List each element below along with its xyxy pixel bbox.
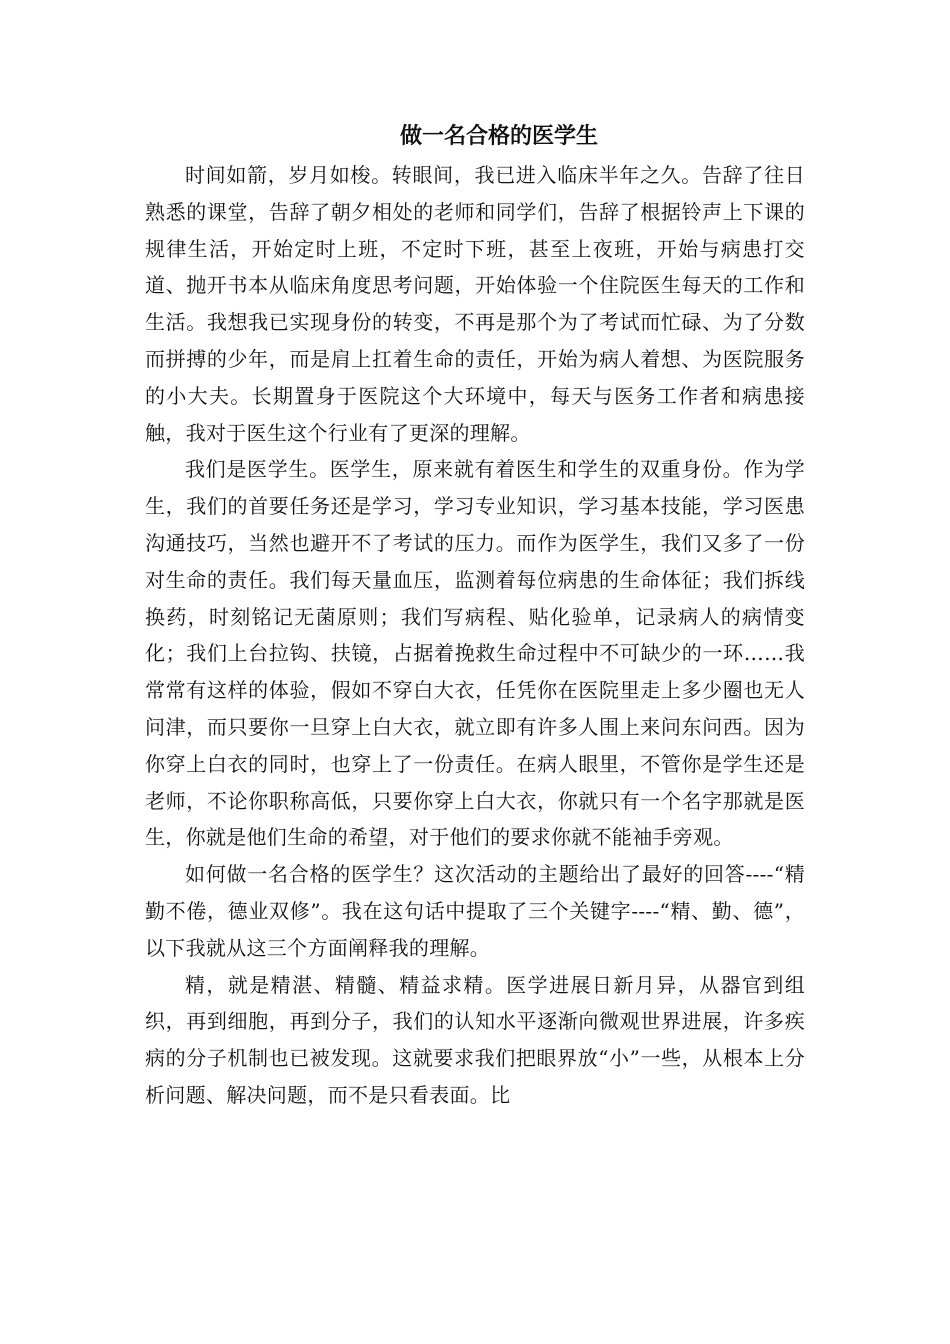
- document-body: [145, 157, 805, 1114]
- paragraph: 精，就是精湛、精髓、精益求精。医学进展日新月异，从器官到组织，再到细胞，再到分子，我们的认知水平逐渐向微观世界进展，许多疾病的分子机制也已被发现。这就要求我们把眼界放“小”一些，从根本上分析问题、解决问题，而不是只看表面。比: [145, 972, 805, 1107]
- paragraph: 如何做一名合格的医学生？这次活动的主题给出了最好的回答----“精勤不倦，德业双修”。我在这句话中提取了三个关键字----“精、勤、德”，以下我就从这三个方面阐释我的理解。: [145, 862, 805, 960]
- document-title: 做一名合格的医学生: [399, 123, 598, 149]
- paragraph: 我们是医学生。医学生，原来就有着医生和学生的双重身份。作为学生，我们的首要任务还是学习，学习专业知识，学习基本技能，学习医患沟通技巧，当然也避开不了考试的压力。而作为医学生，我们又多了一份对生命的责任。我们每天量血压，监测着每位病患的生命体征；我们拆线换药，时刻铭记无菌原则；我们写病程、贴化验单，记录病人的病情变化；我们上台拉钩、扶镜，占据着挽救生命过程中不可缺少的一环……我常常有这样的体验，假如不穿白大衣，任凭你在医院里走上多少圈也无人问津，而只要你一旦穿上白大衣，就立即有许多人围上来问东问西。因为你穿上白衣的同时，也穿上了一份责任。在病人眼里，不管你是学生还是老师，不论你职称高低，只要你穿上白大衣，你就只有一个名字那就是医生，你就是他们生命的希望，对于他们的要求你就不能袖手旁观。: [145, 457, 805, 850]
- paragraph: 时间如箭，岁月如梭。转眼间，我已进入临床半年之久。告辞了往日熟悉的课堂，告辞了朝夕相处的老师和同学们，告辞了根据铃声上下课的规律生活，开始定时上班，不定时下班，甚至上夜班，开始与病患打交道、抛开书本从临床角度思考问题，开始体验一个住院医生每天的工作和生活。我想我已实现身份的转变，不再是那个为了考试而忙碌、为了分数而拼搏的少年，而是肩上扛着生命的责任，开始为病人着想、为医院服务的小大夫。长期置身于医院这个大环境中，每天与医务工作者和病患接触，我对于医生这个行业有了更深的理解。: [145, 163, 805, 445]
